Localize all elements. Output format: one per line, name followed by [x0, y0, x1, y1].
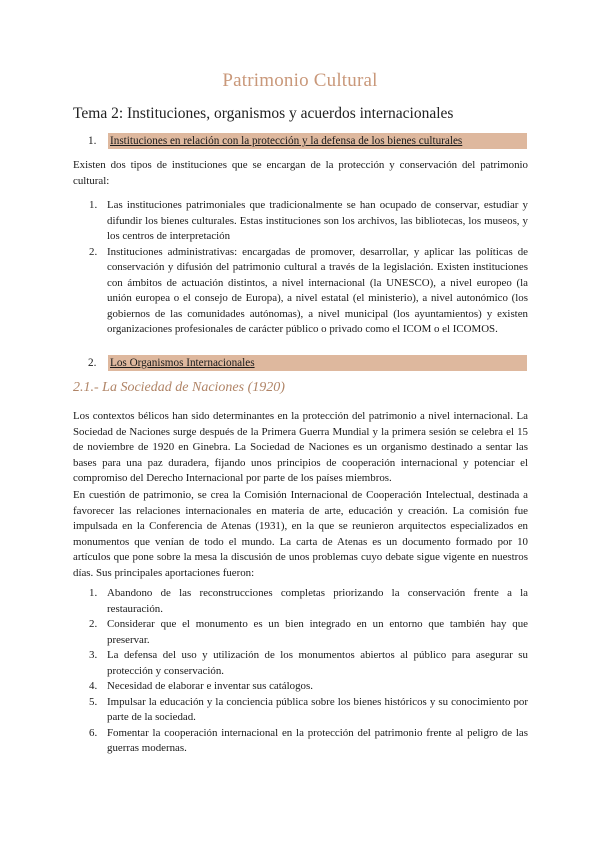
list-item — [73, 726, 528, 757]
list-item-text: La defensa del uso y utilización de los monumentos abiertos al público para asegurar su protección y conservación. — [107, 649, 528, 677]
section-1-number: 1. — [88, 135, 97, 147]
list-item — [73, 695, 528, 726]
section-1-heading — [88, 133, 527, 149]
list-item-number: 6. — [89, 726, 98, 739]
list-item — [73, 679, 528, 695]
section-1-intro: Existen dos tipos de instituciones que se encargan de la protección y conservación del patrimonio cultural: — [73, 159, 528, 187]
list-item — [73, 586, 528, 617]
list-item-number: 1. — [89, 587, 98, 599]
list-item-text: Considerar que el monumento es un bien integrado en un entorno que también hay que preservar. — [107, 618, 528, 646]
document-subtitle: Tema 2: Instituciones, organismos y acuerdos internacionales — [73, 105, 454, 122]
list-item-number: 4. — [89, 680, 98, 692]
list-item-text: Fomentar la cooperación internacional en la protección del patrimonio frente al peligro de las guerras modernas. — [107, 726, 528, 754]
list-item-number: 1. — [89, 199, 98, 211]
list-item-text: Necesidad de elaborar e inventar sus catálogos. — [107, 680, 313, 692]
list-item-number: 2. — [89, 618, 98, 630]
document-title: Patrimonio Cultural — [222, 70, 378, 91]
list-item — [73, 198, 528, 245]
list-item-text: Las instituciones patrimoniales que tradicionalmente se han ocupado de conservar, estudiar y difundir los bienes culturales. Estas instituciones son los archivos, las bibliotecas, los museos, y los centros de interpretación — [107, 199, 528, 242]
subsection-2-1-heading: 2.1.- La Sociedad de Naciones (1920) — [73, 380, 285, 395]
section-2-paragraph-1: Los contextos bélicos han sido determinantes en la protección del patrimonio a nivel internacional. La Sociedad de Naciones surge después de la Primera Guerra Mundial y la primera sesión se celebra el 15 de noviembre de 1920 en Ginebra. La Sociedad de Naciones es un organismo destinado a sentar las bases para una paz duradera, fijando unos principios de cooperación internacional y potenciar el compromiso del Derecho Internacional por parte de los países miembros. — [73, 410, 528, 484]
section-2-heading — [88, 355, 527, 371]
list-item-text: Impulsar la educación y la conciencia pública sobre los bienes históricos y su conocimiento por parte de la sociedad. — [107, 695, 528, 723]
section-1-heading-text: Instituciones en relación con la protección y la defensa de los bienes culturales — [110, 135, 463, 147]
section-2-paragraph-2: En cuestión de patrimonio, se crea la Comisión Internacional de Cooperación Intelectual, destinada a favorecer las relaciones internacionales en materia de arte, educación y creación. La comisión fue impulsada en la Conferencia de Atenas (1931), en la que se reunieron arquitectos especializados en monumentos que venían de todo el mundo. La carta de Atenas es un documento formado por 10 artículos que pone sobre la mesa la discusión de unos problemas cuyo debate sigue vigente en nuestros días. Sus principales aportaciones fueron: — [73, 489, 528, 579]
section-2-list — [73, 586, 528, 757]
list-item-number: 2. — [89, 245, 98, 258]
list-item — [73, 245, 528, 338]
section-2-heading-text: Los Organismos Internacionales — [110, 357, 255, 369]
list-item — [73, 648, 528, 679]
list-item-number: 5. — [89, 695, 98, 708]
list-item-number: 3. — [89, 649, 98, 661]
section-1-list — [73, 198, 528, 338]
list-item — [73, 617, 528, 648]
list-item-text: Instituciones administrativas: encargadas de promover, desarrollar, y aplicar las políticas de conservación y difusión del patrimonio cultural a través de la legislación. Existen instituciones con ámbitos de actuación distintos, a nivel internacional (la UNESCO), a nivel europeo (la unión europea o el consejo de Europa), a nivel estatal (el ministerio), a nivel autonómico (los gobiernos de las comunidades autónomas), a nivel municipal (los ayuntamientos) y existen organizaciones profesionales de carácter público o privado como el ICOM o el ICOMOS. — [107, 245, 528, 335]
section-2-number: 2. — [88, 357, 97, 369]
list-item-text: Abandono de las reconstrucciones completas priorizando la conservación frente a la restauración. — [107, 587, 528, 615]
